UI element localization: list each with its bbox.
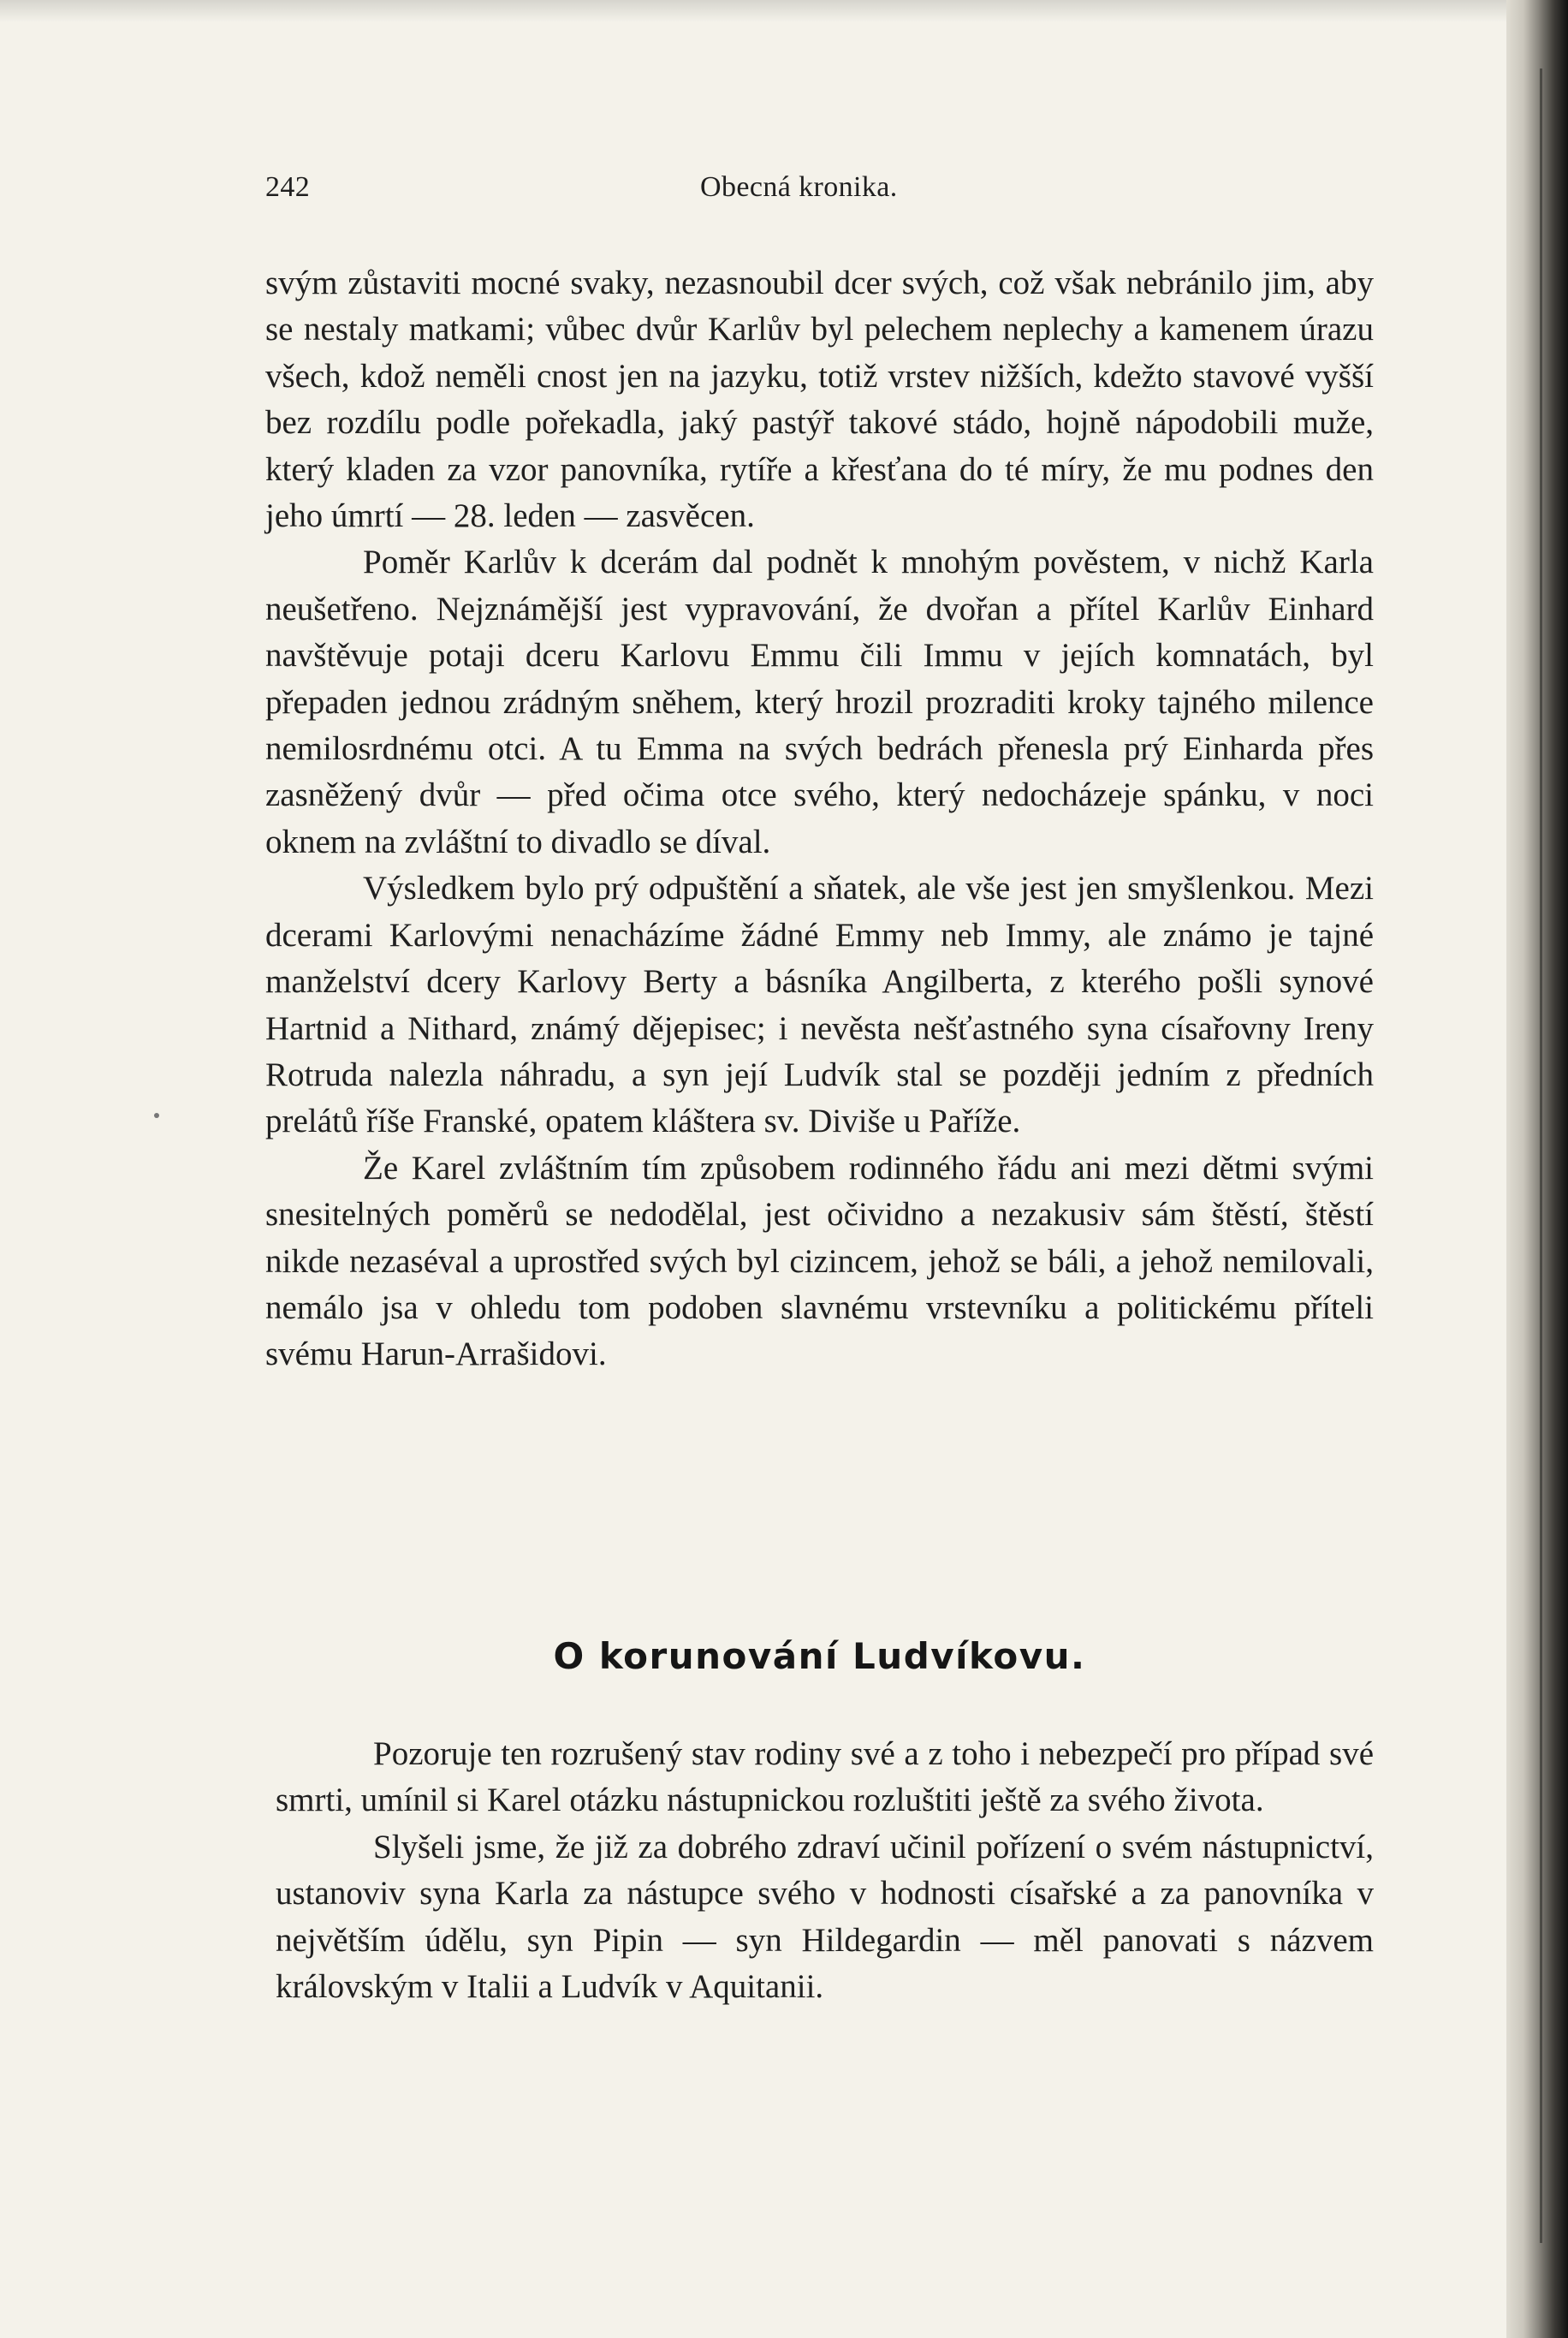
paragraph: Poměr Karlův k dcerám dal podnět k mnohým pověstem, v nichž Karla neušetřeno. Nejznámější jest vypravování, že dvořan a přítel Karlův Einhard navštěvuje potaji dceru Karlovu Emmu čili Immu v jejích komnatách, byl přepaden jednou zrádným sněhem, který hrozil prozraditi kroky tajného milence nemilosrdnému otci. A tu Emma na svých bedrách přenesla prý Einharda přes zasněžený dvůr — před očima otce svého, který nedocházeje spánku, v noci oknem na zvláštní to divadlo se díval. xyxy=(265,544,1374,860)
body-text-before-section xyxy=(265,260,1374,1378)
paragraph: Slyšeli jsme, že již za dobrého zdraví učinil pořízení o svém nástupnictví, ustanoviv syna Karla za nástupce svého v hodnosti císařské a za panovníka v největším údělu, syn Pipin — syn Hildegardin — měl panovati s názvem královským v Italii a Ludvík v Aquitanii. xyxy=(276,1828,1374,2006)
book-binding-edge xyxy=(1506,0,1568,2338)
page-header xyxy=(265,171,1378,214)
page-top-shadow xyxy=(0,0,1506,22)
paragraph: Výsledkem bylo prý odpuštění a sňatek, ale vše jest jen smyšlenkou. Mezi dcerami Karlovými nenacházíme žádné Emmy neb Immy, ale známo je tajné manželství dcery Karlovy Berty a básníka Angilberta, z kterého pošli synové Hartnid a Nithard, známý dějepisec; i nevěsta nešťastného syna císařovny Ireny Rotruda nalezla náhradu, a syn její Ludvík stal se později jedním z předních prelátů říše Franské, opatem kláštera sv. Diviše u Paříže. xyxy=(265,870,1374,1140)
page-number: 242 xyxy=(265,171,311,203)
binding-line xyxy=(1540,68,1542,2243)
paragraph: Že Karel zvláštním tím způsobem rodinného řádu ani mezi dětmi svými snesitelných poměrů se nedodělal, jest očividno a nezakusiv sám štěstí, štěstí nikde nezaséval a uprostřed svých byl cizincem, jehož se báli, a jehož nemilovali, nemálo jsa v ohledu tom podoben slavnému vrstevníku a politickému příteli svému Harun-Arrašidovi. xyxy=(265,1149,1374,1373)
body-text-after-section xyxy=(276,1731,1374,2010)
running-title: Obecná kronika. xyxy=(700,171,898,203)
margin-speck xyxy=(154,1113,159,1118)
section-heading: O korunování Ludvíkovu. xyxy=(553,1635,1086,1677)
paragraph: Pozoruje ten rozrušený stav rodiny své a z toho i nebezpečí pro případ své smrti, umínil si Karel otázku nástupnickou rozluštiti ještě za svého života. xyxy=(276,1735,1374,1819)
paragraph-continuation: svým zůstaviti mocné svaky, nezasnoubil dcer svých, což však nebránilo jim, aby se nestaly matkami; vůbec dvůr Karlův byl pelechem neplechy a kamenem úrazu všech, kdož neměli cnost jen na jazyku, totiž vrstev nižších, kdežto stavové vyšší bez rozdílu podle pořekadla, jaký pastýř takové stádo, hojně nápodobili muže, který kladen za vzor panovníka, rytíře a křesťana do té míry, že mu podnes den jeho úmrtí — 28. leden — zasvěcen. xyxy=(265,265,1374,535)
